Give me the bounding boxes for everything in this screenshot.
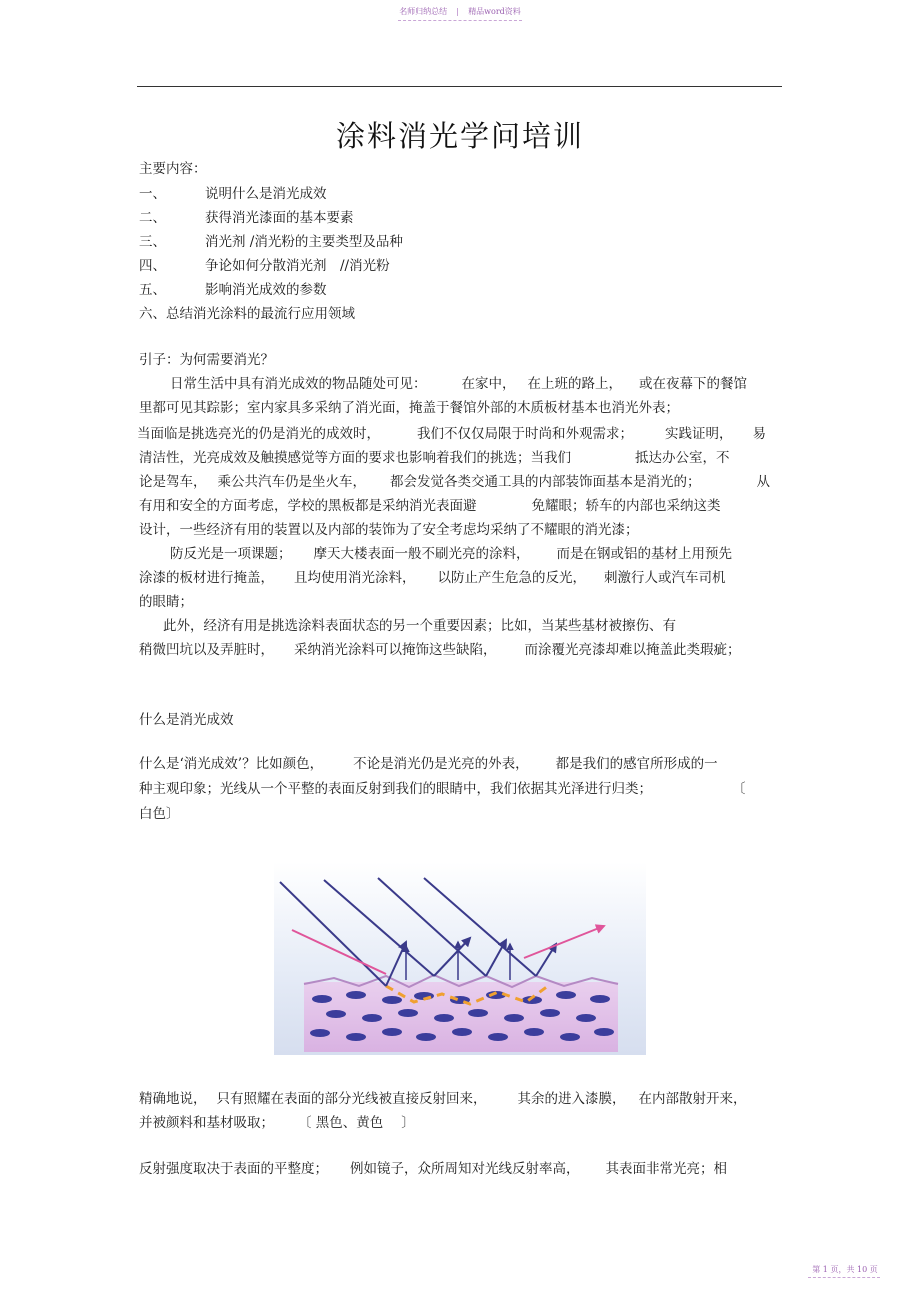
contents-item: 二、 获得消光漆面的基本要素 xyxy=(139,210,354,226)
paragraph-line: 当面临是挑选亮光的仍是消光的成效时， 我们不仅仅局限于时尚和外观需求； 实践证明， 易 xyxy=(137,426,766,442)
page-header xyxy=(0,6,920,17)
paragraph-line: 精确地说， 只有照耀在表面的部分光线被直接反射回来， 其余的进入漆膜， 在内部散射开来， xyxy=(139,1091,747,1107)
contents-item: 三、 消光剂 /消光粉的主要类型及品种 xyxy=(139,234,403,250)
section-heading: 引子：为何需要消光？ xyxy=(139,352,274,368)
paragraph-line: 防反光是一项课题； 摩天大楼表面一般不刷光亮的涂料， 而是在钢或铝的基材上用预先 xyxy=(170,546,732,562)
top-rule xyxy=(137,86,782,87)
paragraph-line: 什么是‘消光成效’？比如颜色， 不论是消光仍是光亮的外表， 都是我们的感官所形成的一 xyxy=(139,756,718,772)
paragraph-line: 白色〕 xyxy=(139,806,180,822)
paragraph-line: 种主观印象；光线从一个平整的表面反射到我们的眼睛中，我们依据其光泽进行归类； 〔 xyxy=(139,781,746,797)
paragraph-line: 并被颜料和基材吸取； 〔 黑色、黄色 〕 xyxy=(139,1115,415,1131)
paragraph-line: 日常生活中具有消光成效的物品随处可见： 在家中， 在上班的路上， 或在夜幕下的餐馆 xyxy=(170,376,747,392)
footer-dashed-line xyxy=(808,1277,880,1278)
page-footer: 第 1 页，共 10 页 xyxy=(812,1265,878,1274)
paragraph-line: 此外，经济有用是挑选涂料表面状态的另一个重要因素；比如，当某些基材被擦伤、有 xyxy=(163,618,676,634)
header-dashed-line xyxy=(398,20,522,21)
header-right-text: 精品word资料 xyxy=(468,7,521,16)
paragraph-line: 设计，一些经济有用的装置以及内部的装饰为了安全考虑均采纳了不耀眼的消光漆； xyxy=(139,522,639,538)
paragraph-line: 的眼睛； xyxy=(139,594,193,610)
paragraph-line: 稍微凹坑以及弄脏时， 采纳消光涂料可以掩饰这些缺陷， 而涂覆光亮漆却难以掩盖此类瑕疵； xyxy=(139,642,741,658)
header-divider xyxy=(457,8,458,16)
paragraph-line: 论是驾车， 乘公共汽车仍是坐火车， 都会发觉各类交通工具的内部装饰面基本是消光的； 从 xyxy=(139,474,770,490)
paragraph-line: 涂漆的板材进行掩盖， 且均使用消光涂料， 以防止产生危急的反光， 刺激行人或汽车司机 xyxy=(139,570,726,586)
contents-heading: 主要内容： xyxy=(139,161,207,177)
paragraph-line: 有用和安全的方面考虑，学校的黑板都是采纳消光表面避 免耀眼；轿车的内部也采纳这类 xyxy=(139,498,721,514)
contents-item: 六、总结消光涂料的最流行应用领域 xyxy=(139,306,355,322)
paragraph-line: 里都可见其踪影；室内家具多采纳了消光面，掩盖于餐馆外部的木质板材基本也消光外表； xyxy=(139,400,679,416)
paragraph-line: 反射强度取决于表面的平整度； 例如镜子，众所周知对光线反射率高， 其表面非常光亮；相 xyxy=(139,1161,727,1177)
page-title: 涂料消光学问培训 xyxy=(335,119,584,153)
header-left-text: 名师归纳总结 xyxy=(399,7,448,16)
paragraph-line: 清洁性，光亮成效及触摸感觉等方面的要求也影响着我们的挑选；当我们 抵达办公室，不 xyxy=(139,450,730,466)
contents-item: 四、 争论如何分散消光剂 //消光粉 xyxy=(139,258,390,274)
contents-item: 五、 影响消光成效的参数 xyxy=(139,282,327,298)
contents-item: 一、 说明什么是消光成效 xyxy=(139,186,327,202)
section-heading: 什么是消光成效 xyxy=(139,712,234,728)
reflection-diagram xyxy=(274,862,646,1055)
